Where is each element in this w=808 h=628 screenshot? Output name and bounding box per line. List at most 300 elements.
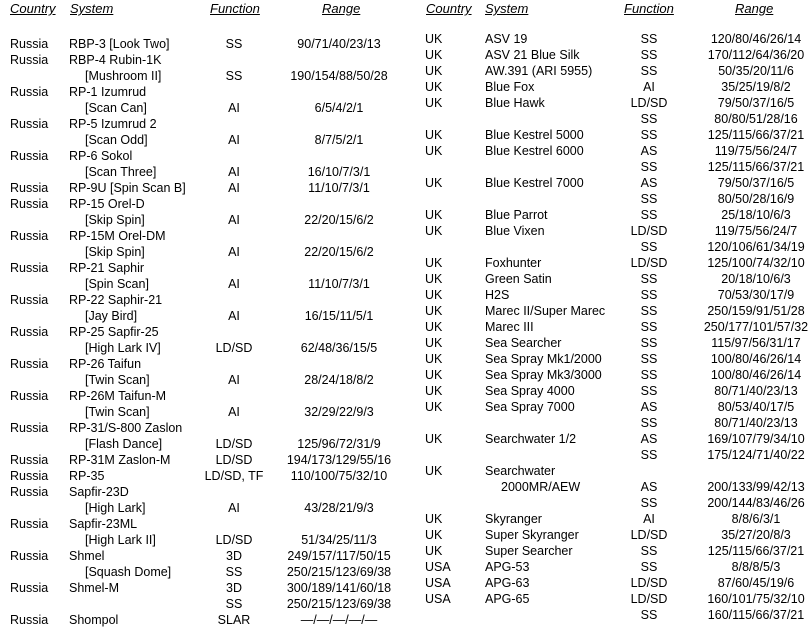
function-cell: SS xyxy=(640,128,658,142)
range-cell: 62/48/36/15/5 xyxy=(300,341,378,355)
country-cell: UK xyxy=(425,48,443,62)
table-row xyxy=(0,404,416,420)
function-cell: SS xyxy=(640,336,658,350)
range-cell: 6/5/4/2/1 xyxy=(314,101,364,115)
range-cell: 16/15/11/5/1 xyxy=(304,309,374,323)
table-row xyxy=(416,575,808,591)
function-cell: SS xyxy=(640,288,658,302)
system-cell: APG-65 xyxy=(485,592,530,606)
range-cell: 300/189/141/60/18 xyxy=(286,581,392,595)
country-cell: Russia xyxy=(10,549,49,563)
system-cell: AW.391 (ARI 5955) xyxy=(485,64,593,78)
table-row xyxy=(416,527,808,543)
system-cell: Sapfir-23D xyxy=(69,485,129,499)
range-cell: 160/101/75/32/10 xyxy=(707,592,805,606)
system-cell: [Flash Dance] xyxy=(85,437,163,451)
function-cell: LD/SD xyxy=(215,453,253,467)
range-cell: 169/107/79/34/10 xyxy=(707,432,805,446)
table-row xyxy=(0,532,416,548)
system-cell: Shompol xyxy=(69,613,119,627)
table-row xyxy=(416,351,808,367)
function-cell: 3D xyxy=(226,581,242,595)
table-row xyxy=(416,399,808,415)
function-cell: SS xyxy=(640,272,658,286)
system-cell: [Spin Scan] xyxy=(85,277,149,291)
range-cell: 170/112/64/36/20 xyxy=(707,48,805,62)
system-cell: [Scan Can] xyxy=(85,101,147,115)
system-cell: APG-53 xyxy=(485,560,530,574)
function-cell: LD/SD xyxy=(630,256,668,270)
table-row xyxy=(0,260,416,276)
function-cell: SS xyxy=(225,69,243,83)
range-cell: 87/60/45/19/6 xyxy=(717,576,795,590)
table-row xyxy=(0,116,416,132)
system-cell: Sea Spray 4000 xyxy=(485,384,575,398)
system-cell: Sapfir-23ML xyxy=(69,517,138,531)
system-cell: RP-25 Sapfir-25 xyxy=(69,325,159,339)
function-cell: SS xyxy=(640,560,658,574)
function-cell: AS xyxy=(640,432,658,446)
table-row xyxy=(416,415,808,431)
system-cell: RBP-3 [Look Two] xyxy=(69,37,170,51)
table-row xyxy=(416,287,808,303)
range-cell: 8/8/6/3/1 xyxy=(731,512,781,526)
function-cell: SS xyxy=(640,320,658,334)
system-cell: RP-6 Sokol xyxy=(69,149,133,163)
header-country: Country xyxy=(10,1,56,16)
table-row xyxy=(0,452,416,468)
range-cell: 249/157/117/50/15 xyxy=(287,549,391,563)
system-cell: Sea Spray 7000 xyxy=(485,400,575,414)
table-row xyxy=(0,52,416,68)
system-cell: Blue Hawk xyxy=(485,96,545,110)
table-row xyxy=(416,223,808,239)
system-cell: Super Skyranger xyxy=(485,528,579,542)
table-row xyxy=(416,591,808,607)
system-cell: Foxhunter xyxy=(485,256,542,270)
country-cell: Russia xyxy=(10,357,49,371)
table-row xyxy=(416,271,808,287)
system-cell: [Scan Odd] xyxy=(85,133,148,147)
table-row xyxy=(416,607,808,623)
system-cell: H2S xyxy=(485,288,510,302)
country-cell: Russia xyxy=(10,485,49,499)
country-cell: Russia xyxy=(10,453,49,467)
system-cell: Marec II/Super Marec xyxy=(485,304,606,318)
range-cell: 160/115/66/37/21 xyxy=(707,608,805,622)
country-cell: USA xyxy=(425,576,451,590)
system-cell: Green Satin xyxy=(485,272,552,286)
function-cell: AS xyxy=(640,144,658,158)
country-cell: UK xyxy=(425,128,443,142)
function-cell: LD/SD xyxy=(630,592,668,606)
system-cell: Shmel xyxy=(69,549,105,563)
system-cell: Super Searcher xyxy=(485,544,573,558)
table-row xyxy=(416,463,808,479)
country-cell: UK xyxy=(425,304,443,318)
function-cell: AI xyxy=(228,277,240,291)
header-range: Range xyxy=(735,1,774,16)
function-cell: SS xyxy=(640,544,658,558)
range-cell: 51/34/25/11/3 xyxy=(301,533,377,547)
system-cell: [High Lark IV] xyxy=(85,341,161,355)
header-country: Country xyxy=(426,1,472,16)
range-cell: 194/173/129/55/16 xyxy=(286,453,392,467)
range-cell: 175/124/71/40/22 xyxy=(707,448,805,462)
system-cell: [Scan Three] xyxy=(85,165,157,179)
function-cell: 3D xyxy=(226,549,242,563)
function-cell: LD/SD xyxy=(215,533,253,547)
range-cell: 120/80/46/26/14 xyxy=(710,32,802,46)
function-cell: AI xyxy=(228,181,240,195)
system-cell: [Skip Spin] xyxy=(85,245,145,259)
function-cell: LD/SD xyxy=(630,224,668,238)
table-row xyxy=(0,356,416,372)
system-cell: ASV 19 xyxy=(485,32,528,46)
country-cell: Russia xyxy=(10,261,49,275)
table-row xyxy=(0,372,416,388)
range-cell: 28/24/18/8/2 xyxy=(304,373,374,387)
table-row xyxy=(416,511,808,527)
range-cell: 80/71/40/23/13 xyxy=(714,416,798,430)
table-row xyxy=(0,468,416,484)
table-row xyxy=(416,63,808,79)
country-cell: UK xyxy=(425,512,443,526)
table-row xyxy=(0,196,416,212)
system-cell: Sea Spray Mk1/2000 xyxy=(485,352,602,366)
country-cell: Russia xyxy=(10,53,49,67)
function-cell: AI xyxy=(228,213,240,227)
function-cell: LD/SD xyxy=(630,528,668,542)
country-cell: Russia xyxy=(10,581,49,595)
function-cell: SS xyxy=(640,192,658,206)
table-row xyxy=(416,479,808,495)
function-cell: SS xyxy=(640,32,658,46)
table-row xyxy=(0,324,416,340)
system-cell: [Squash Dome] xyxy=(85,565,172,579)
function-cell: SS xyxy=(640,368,658,382)
table-row xyxy=(0,420,416,436)
country-cell: Russia xyxy=(10,197,49,211)
country-cell: UK xyxy=(425,64,443,78)
table-row xyxy=(416,191,808,207)
country-cell: UK xyxy=(425,224,443,238)
function-cell: AI xyxy=(643,512,655,526)
table-row xyxy=(416,255,808,271)
function-cell: AS xyxy=(640,480,658,494)
function-cell: SS xyxy=(640,304,658,318)
system-cell: Blue Fox xyxy=(485,80,535,94)
range-cell: 250/159/91/51/28 xyxy=(707,304,805,318)
range-cell: 100/80/46/26/14 xyxy=(710,368,802,382)
range-cell: 43/28/21/9/3 xyxy=(304,501,374,515)
table-row xyxy=(0,276,416,292)
range-cell: 11/10/7/3/1 xyxy=(308,181,370,195)
range-cell: 90/71/40/23/13 xyxy=(297,37,381,51)
function-cell: AI xyxy=(228,245,240,259)
table-row xyxy=(0,164,416,180)
system-cell: [Twin Scan] xyxy=(85,405,150,419)
table-row xyxy=(416,127,808,143)
function-cell: SS xyxy=(640,240,658,254)
system-cell: Skyranger xyxy=(485,512,542,526)
table-row xyxy=(0,228,416,244)
function-cell: LD/SD xyxy=(215,437,253,451)
system-cell: Blue Vixen xyxy=(485,224,545,238)
country-cell: UK xyxy=(425,464,443,478)
table-row xyxy=(0,548,416,564)
right-table xyxy=(416,0,808,625)
table-row xyxy=(416,31,808,47)
range-cell: 100/80/46/26/14 xyxy=(710,352,802,366)
range-cell: 20/18/10/6/3 xyxy=(721,272,791,286)
table-row xyxy=(416,447,808,463)
range-cell: 22/20/15/6/2 xyxy=(304,245,374,259)
country-cell: UK xyxy=(425,288,443,302)
range-cell: 80/71/40/23/13 xyxy=(714,384,798,398)
table-row xyxy=(416,79,808,95)
function-cell: LD/SD xyxy=(630,96,668,110)
country-cell: UK xyxy=(425,144,443,158)
system-cell: ASV 21 Blue Silk xyxy=(485,48,580,62)
system-cell: Shmel-M xyxy=(69,581,120,595)
header-function: Function xyxy=(210,1,260,16)
function-cell: LD/SD xyxy=(215,341,253,355)
table-row xyxy=(0,292,416,308)
country-cell: UK xyxy=(425,80,443,94)
table-row xyxy=(416,559,808,575)
range-cell: 16/10/7/3/1 xyxy=(307,165,371,179)
system-cell: Searchwater xyxy=(485,464,556,478)
country-cell: UK xyxy=(425,528,443,542)
function-cell: SS xyxy=(640,496,658,510)
range-cell: 80/50/28/16/9 xyxy=(717,192,795,206)
range-cell: 80/53/40/17/5 xyxy=(717,400,795,414)
range-cell: 110/100/75/32/10 xyxy=(290,469,388,483)
country-cell: Russia xyxy=(10,613,49,627)
table-row xyxy=(0,516,416,532)
function-cell: AI xyxy=(228,501,240,515)
system-cell: RP-26 Taifun xyxy=(69,357,142,371)
function-cell: AI xyxy=(643,80,655,94)
range-cell: 115/97/56/31/17 xyxy=(711,336,801,350)
table-row xyxy=(0,436,416,452)
table-row xyxy=(0,132,416,148)
country-cell: Russia xyxy=(10,117,49,131)
table-row xyxy=(0,68,416,84)
system-cell: Blue Kestrel 7000 xyxy=(485,176,584,190)
system-cell: Sea Spray Mk3/3000 xyxy=(485,368,602,382)
range-cell: 125/115/66/37/21 xyxy=(707,544,805,558)
system-cell: [Jay Bird] xyxy=(85,309,138,323)
function-cell: AS xyxy=(640,176,658,190)
table-row xyxy=(0,36,416,52)
country-cell: USA xyxy=(425,592,451,606)
table-row xyxy=(416,47,808,63)
table-row xyxy=(0,564,416,580)
range-cell: 22/20/15/6/2 xyxy=(304,213,374,227)
system-cell: RP-1 Izumrud xyxy=(69,85,147,99)
function-cell: SS xyxy=(640,352,658,366)
table-row xyxy=(416,207,808,223)
system-cell: RBP-4 Rubin-1K xyxy=(69,53,162,67)
country-cell: UK xyxy=(425,368,443,382)
function-cell: SS xyxy=(225,565,243,579)
function-cell: AI xyxy=(228,101,240,115)
system-cell: RP-21 Saphir xyxy=(69,261,145,275)
country-cell: Russia xyxy=(10,517,49,531)
table-row xyxy=(0,340,416,356)
function-cell: SS xyxy=(225,597,243,611)
country-cell: UK xyxy=(425,400,443,414)
system-cell: Blue Kestrel 5000 xyxy=(485,128,584,142)
table-row xyxy=(0,212,416,228)
table-row xyxy=(0,180,416,196)
header-range: Range xyxy=(322,1,361,16)
table-row xyxy=(416,319,808,335)
table-row xyxy=(416,239,808,255)
system-cell: RP-9U [Spin Scan B] xyxy=(69,181,186,195)
range-cell: 25/18/10/6/3 xyxy=(721,208,791,222)
function-cell: SS xyxy=(225,37,243,51)
range-cell: 200/144/83/46/26 xyxy=(707,496,805,510)
function-cell: SS xyxy=(640,448,658,462)
system-cell: Marec III xyxy=(485,320,534,334)
function-cell: LD/SD xyxy=(630,576,668,590)
range-cell: 200/133/99/42/13 xyxy=(707,480,805,494)
range-cell: 125/100/74/32/10 xyxy=(707,256,805,270)
country-cell: UK xyxy=(425,256,443,270)
range-cell: 125/115/66/37/21 xyxy=(707,160,805,174)
country-cell: Russia xyxy=(10,229,49,243)
header-system: System xyxy=(70,1,114,16)
country-cell: Russia xyxy=(10,293,49,307)
country-cell: UK xyxy=(425,176,443,190)
table-row xyxy=(416,383,808,399)
system-cell: RP-35 xyxy=(69,469,105,483)
range-cell: 8/8/8/5/3 xyxy=(731,560,781,574)
function-cell: LD/SD, TF xyxy=(204,469,264,483)
system-cell: Searchwater 1/2 xyxy=(485,432,577,446)
range-cell: 119/75/56/24/7 xyxy=(714,144,798,158)
country-cell: UK xyxy=(425,336,443,350)
range-cell: 79/50/37/16/5 xyxy=(717,176,795,190)
function-cell: SS xyxy=(640,48,658,62)
table-row xyxy=(0,388,416,404)
function-cell: AS xyxy=(640,400,658,414)
system-cell: RP-15 Orel-D xyxy=(69,197,145,211)
range-cell: 80/80/51/28/16 xyxy=(714,112,798,126)
function-cell: SS xyxy=(640,64,658,78)
country-cell: Russia xyxy=(10,85,49,99)
system-cell: RP-31/S-800 Zaslon xyxy=(69,421,183,435)
table-row xyxy=(0,148,416,164)
country-cell: Russia xyxy=(10,389,49,403)
function-cell: SLAR xyxy=(217,613,251,627)
table-row xyxy=(0,612,416,628)
function-cell: SS xyxy=(640,384,658,398)
system-cell: RP-22 Saphir-21 xyxy=(69,293,163,307)
system-cell: RP-5 Izumrud 2 xyxy=(69,117,157,131)
country-cell: UK xyxy=(425,272,443,286)
table-row xyxy=(0,100,416,116)
function-cell: AI xyxy=(228,309,240,323)
country-cell: Russia xyxy=(10,181,49,195)
table-row xyxy=(0,580,416,596)
country-cell: Russia xyxy=(10,325,49,339)
range-cell: 35/27/20/8/3 xyxy=(721,528,791,542)
table-row xyxy=(416,495,808,511)
function-cell: SS xyxy=(640,112,658,126)
range-cell: 250/215/123/69/38 xyxy=(286,597,392,611)
range-cell: 119/75/56/24/7 xyxy=(714,224,798,238)
range-cell: 70/53/30/17/9 xyxy=(717,288,795,302)
range-cell: 32/29/22/9/3 xyxy=(304,405,374,419)
range-cell: 125/115/66/37/21 xyxy=(707,128,805,142)
country-cell: Russia xyxy=(10,149,49,163)
function-cell: AI xyxy=(228,373,240,387)
function-cell: SS xyxy=(640,160,658,174)
table-row xyxy=(416,175,808,191)
system-cell: RP-15M Orel-DM xyxy=(69,229,166,243)
table-row xyxy=(0,500,416,516)
table-row xyxy=(416,431,808,447)
function-cell: AI xyxy=(228,133,240,147)
range-cell: 250/215/123/69/38 xyxy=(286,565,392,579)
country-cell: Russia xyxy=(10,469,49,483)
header-system: System xyxy=(485,1,529,16)
range-cell: 79/50/37/16/5 xyxy=(717,96,795,110)
function-cell: SS xyxy=(640,608,658,622)
table-row xyxy=(416,303,808,319)
table-row xyxy=(416,367,808,383)
system-cell: [Mushroom II] xyxy=(85,69,162,83)
table-row xyxy=(0,484,416,500)
country-cell: UK xyxy=(425,352,443,366)
range-cell: 120/106/61/34/19 xyxy=(707,240,805,254)
system-cell: [Twin Scan] xyxy=(85,373,150,387)
country-cell: UK xyxy=(425,32,443,46)
country-cell: UK xyxy=(425,544,443,558)
system-cell: [Skip Spin] xyxy=(85,213,145,227)
header-function: Function xyxy=(624,1,674,16)
system-cell: RP-31M Zaslon-M xyxy=(69,453,171,467)
table-row xyxy=(0,596,416,612)
system-cell: Sea Searcher xyxy=(485,336,562,350)
table-row xyxy=(416,335,808,351)
function-cell: SS xyxy=(640,416,658,430)
system-cell: 2000MR/AEW xyxy=(501,480,581,494)
function-cell: SS xyxy=(640,208,658,222)
system-cell: [High Lark II] xyxy=(85,533,156,547)
range-cell: 250/177/101/57/32 xyxy=(703,320,808,334)
country-cell: UK xyxy=(425,432,443,446)
system-cell: Blue Kestrel 6000 xyxy=(485,144,584,158)
table-row xyxy=(0,84,416,100)
table-row xyxy=(0,244,416,260)
country-cell: UK xyxy=(425,384,443,398)
table-row xyxy=(416,543,808,559)
range-cell: —/—/—/—/— xyxy=(300,613,378,627)
range-cell: 35/25/19/8/2 xyxy=(721,80,791,94)
range-cell: 8/7/5/2/1 xyxy=(314,133,364,147)
country-cell: Russia xyxy=(10,37,49,51)
function-cell: AI xyxy=(228,165,240,179)
table-row xyxy=(416,143,808,159)
table-row xyxy=(416,95,808,111)
country-cell: UK xyxy=(425,208,443,222)
system-cell: RP-26M Taifun-M xyxy=(69,389,167,403)
